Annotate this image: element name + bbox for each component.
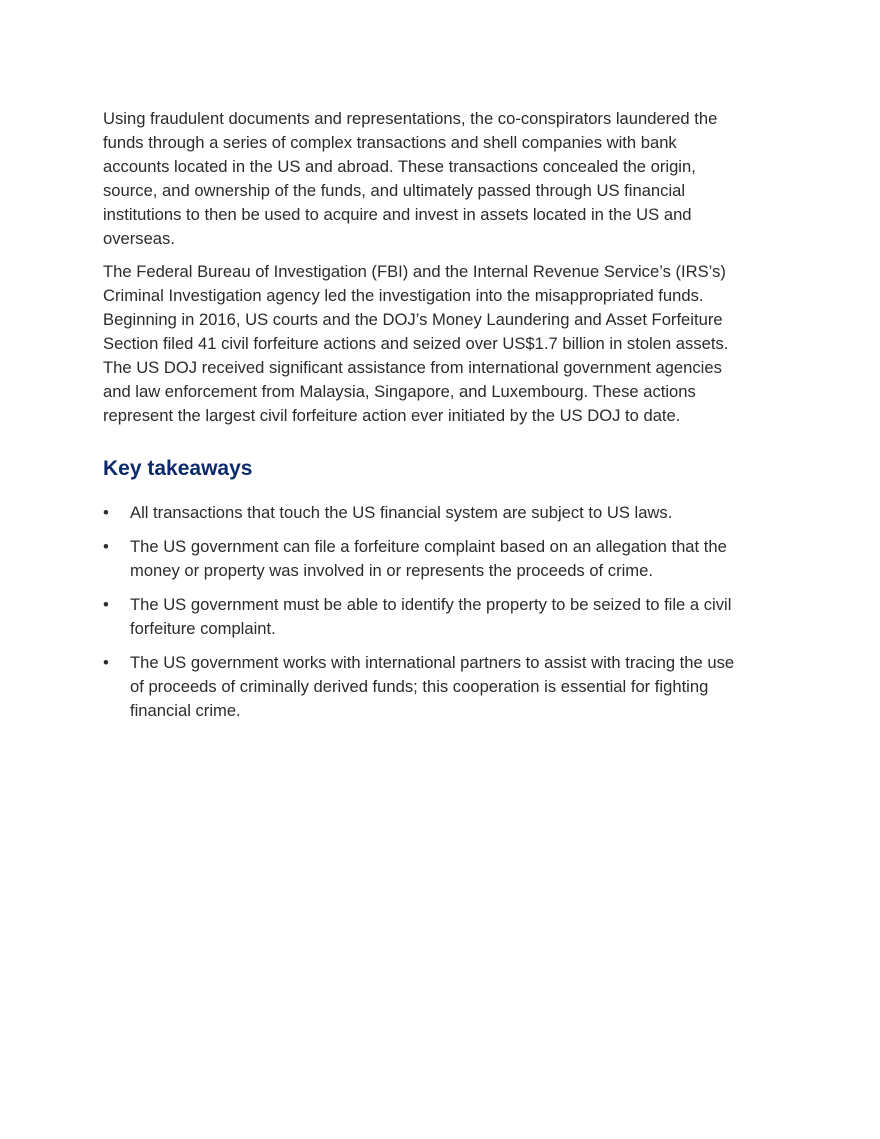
takeaways-list [103, 501, 739, 723]
list-item [103, 593, 739, 641]
bullet-icon: • [103, 537, 109, 556]
paragraph-laundering: Using fraudulent documents and representations, the co-conspirators laundered the funds through a series of complex transactions and shell companies with bank accounts located in the US and abroad. These transactions concealed the origin, source, and ownership of the funds, and ultimately passed through US financial institutions to then be used to acquire and invest in assets located in the US and overseas. [103, 109, 718, 248]
bullet-icon: • [103, 595, 109, 614]
paragraph-investigation: The Federal Bureau of Investigation (FBI) and the Internal Revenue Service’s (IRS’s) Criminal Investigation agency led the investigation into the misappropriated funds. Beginning in 2016, US courts and the DOJ’s Money Laundering and Asset Forfeiture Section filed 41 civil forfeiture actions and seized over US$1.7 billion in stolen assets. The US DOJ received significant assistance from international government agencies and law enforcement from Malaysia, Singapore, and Luxembourg. These actions represent the largest civil forfeiture action ever initiated by the US DOJ to date. [103, 262, 729, 425]
bullet-icon: • [103, 653, 109, 672]
list-item-text: The US government must be able to identify the property to be seized to file a civil forfeiture complaint. [130, 595, 732, 638]
list-item [103, 535, 739, 583]
section-heading: Key takeaways [103, 457, 253, 480]
list-item-text: All transactions that touch the US financial system are subject to US laws. [130, 503, 673, 522]
document-body [103, 107, 739, 733]
list-item-text: The US government can file a forfeiture complaint based on an allegation that the money or property was involved in or represents the proceeds of crime. [130, 537, 727, 580]
list-item-text: The US government works with international partners to assist with tracing the use of proceeds of criminally derived funds; this cooperation is essential for fighting financial crime. [130, 653, 735, 720]
list-item [103, 501, 739, 525]
bullet-icon: • [103, 503, 109, 522]
list-item [103, 651, 739, 723]
